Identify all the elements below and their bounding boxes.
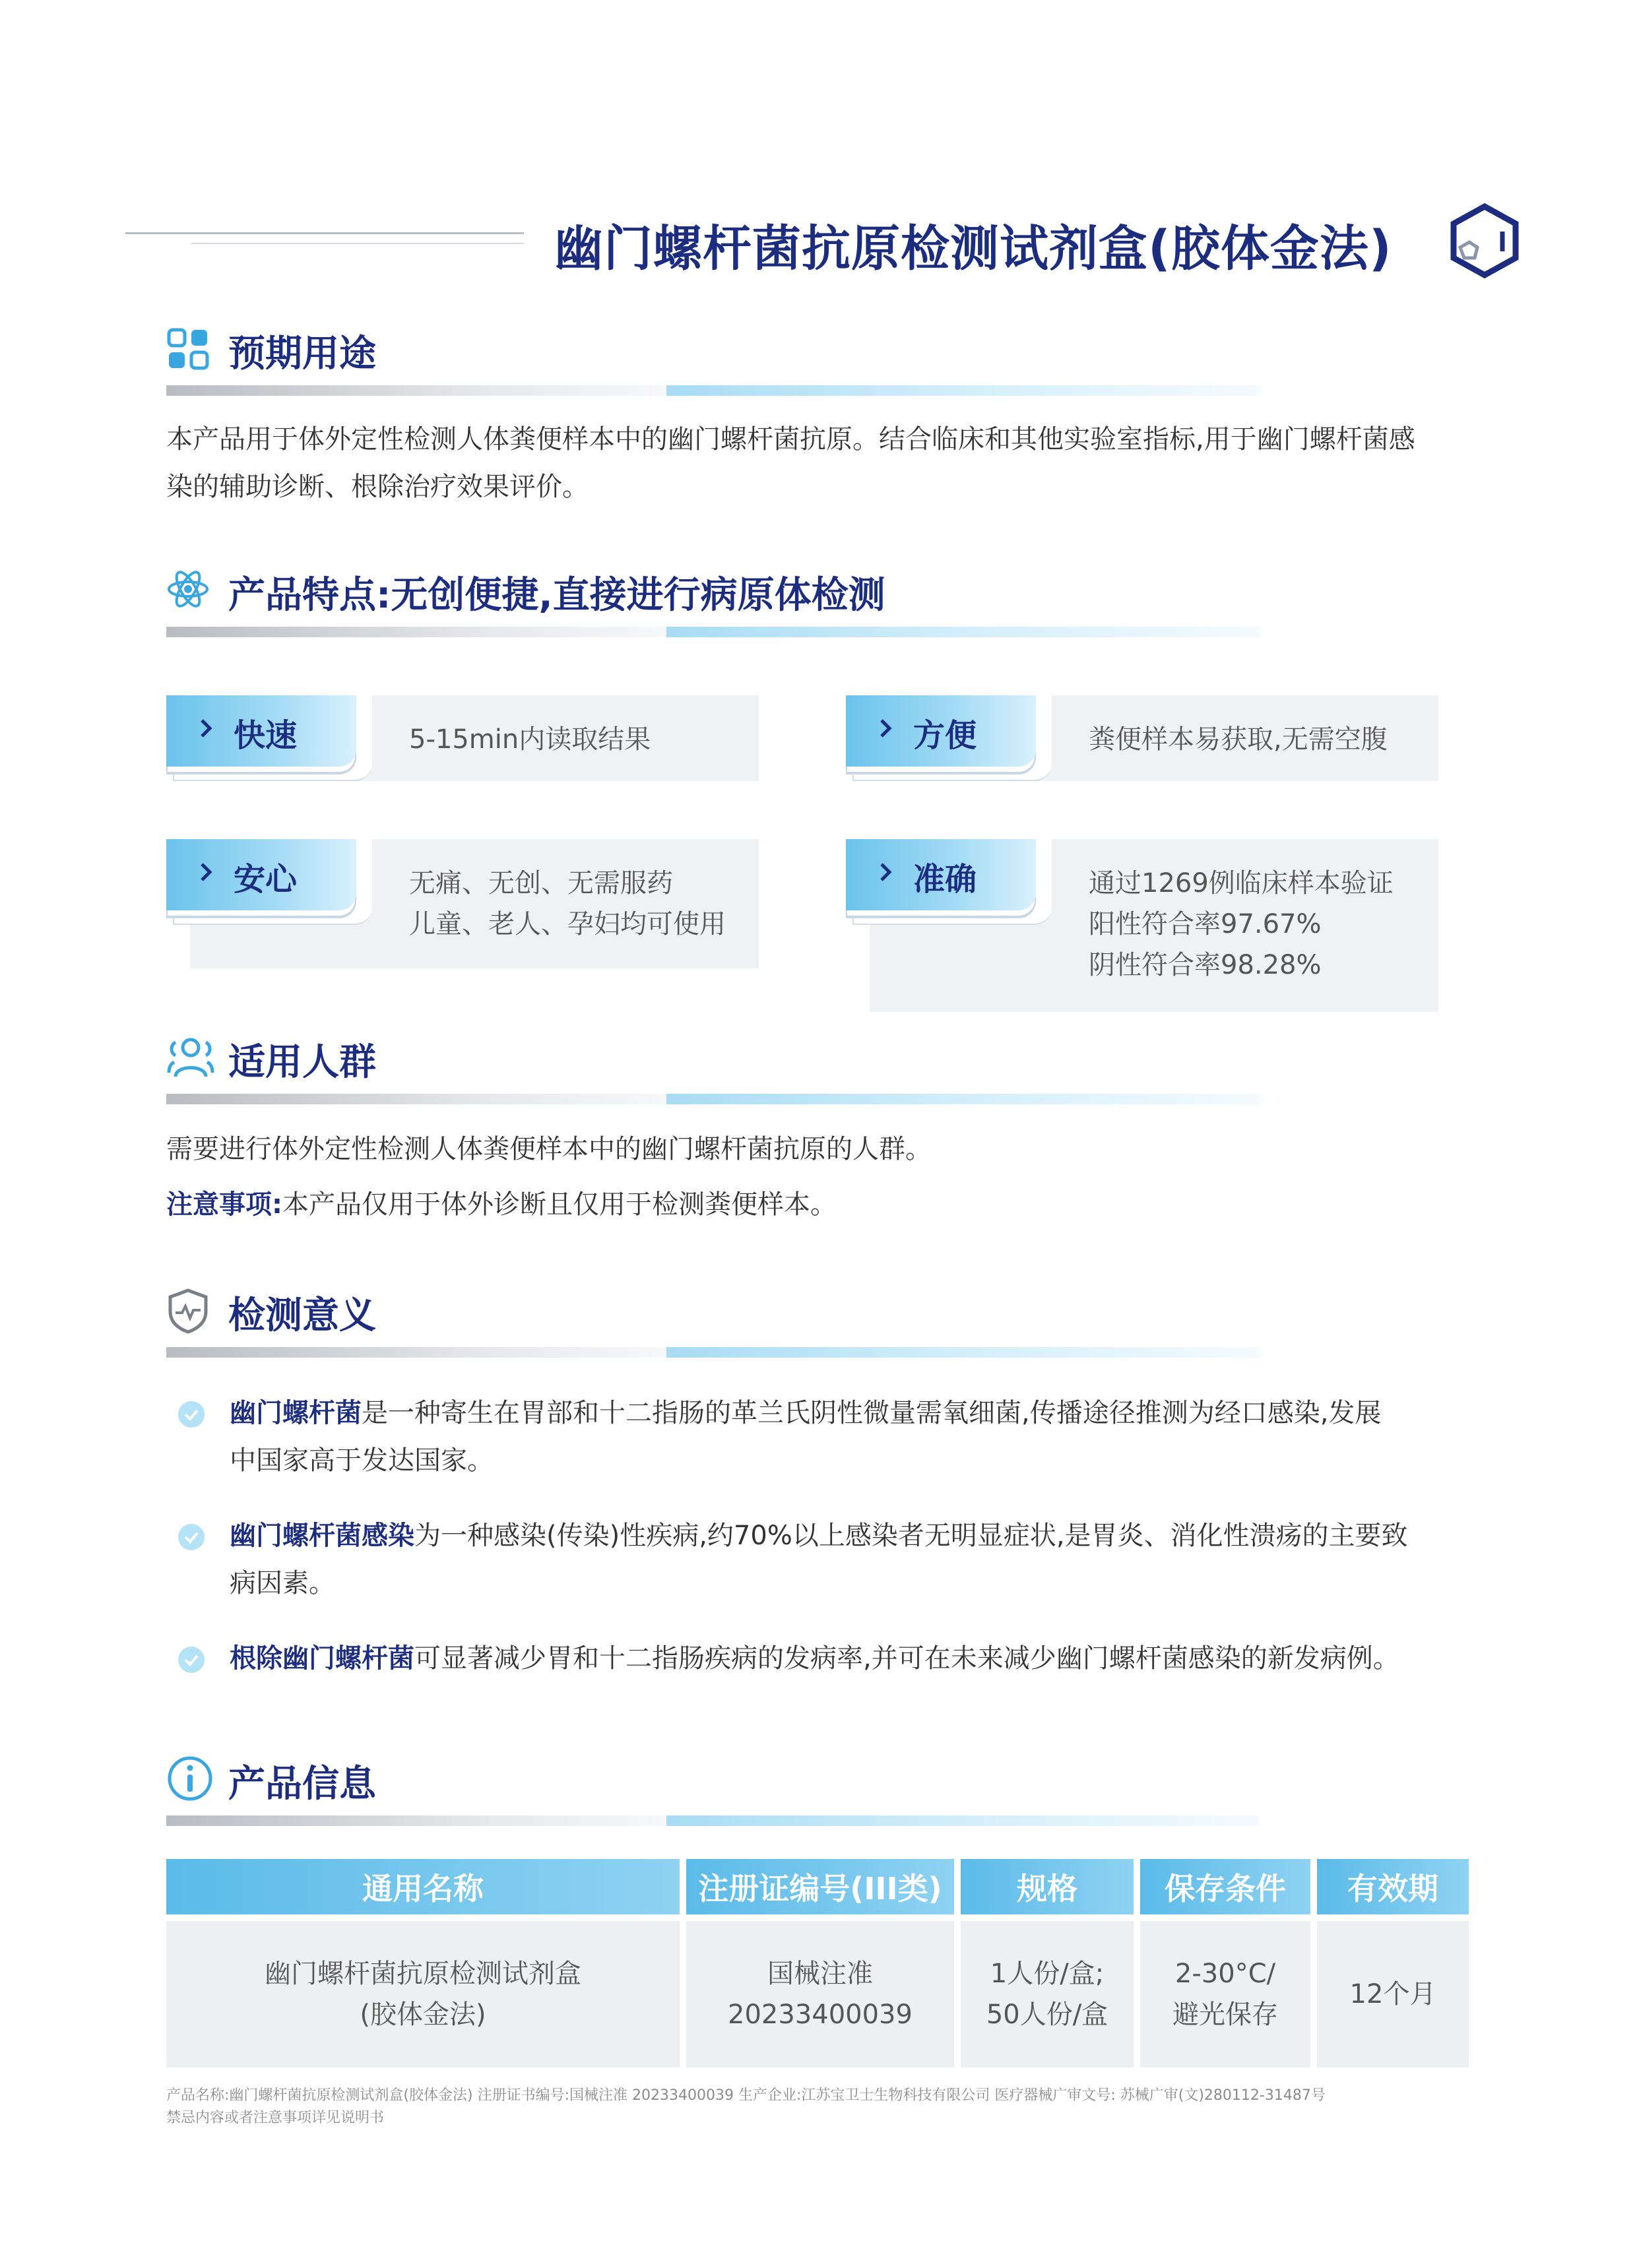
intended-use-line: 本产品用于体外定性检测人体粪便样本中的幽门螺杆菌抗原。结合临床和其他实验室指标,用于幽门螺杆菌感 [166,424,1415,455]
section-divider-accent [666,1094,1260,1104]
chevron-right-icon [198,852,215,895]
feature-card-line: 阴性符合率98.28% [1089,950,1322,980]
feature-tag-label: 安心 [234,861,298,898]
section-heading-intended-use: 预期用途 [228,332,376,375]
significance-text: 可显著减少胃和十二指肠疾病的发病率,并可在未来减少幽门螺杆菌感染的新发病例。 [414,1643,1399,1674]
table-cell [1317,1921,1469,2067]
feature-tag-label: 快速 [234,717,298,754]
chevron-right-icon [198,709,215,751]
significance-bold: 根除幽门螺杆菌 [230,1643,414,1674]
table-header-cell: 规格 [961,1859,1134,1914]
significance-item [230,1635,1470,1682]
table-header-cell: 保存条件 [1140,1859,1310,1914]
table-cell-line: 避光保存 [1172,2000,1278,2030]
table-cell-line: 2-30°C/ [1174,1959,1276,1989]
feature-tag-label: 准确 [913,861,977,898]
table-header-cell: 注册证编号(III类) [686,1859,954,1914]
section-divider-accent [666,627,1260,637]
section-heading-features: 产品特点:无创便捷,直接进行病原体检测 [228,574,885,617]
feature-card-line: 通过1269例临床样本验证 [1089,868,1394,898]
title-decor-line [191,243,524,244]
feature-card-text: 5-15min内读取结果 [409,724,651,755]
section-divider [166,1094,668,1104]
significance-text: 是一种寄生在胃部和十二指肠的革兰氏阴性微量需氧细菌,传播途径推测为经口感染,发展 [362,1398,1382,1428]
table-cell-line: 20233400039 [728,2000,913,2030]
page-title: 幽门螺杆菌抗原检测试剂盒(胶体金法) [554,220,1392,277]
check-circle-icon [178,1524,205,1550]
population-text: 需要进行体外定性检测人体粪便样本中的幽门螺杆菌抗原的人群。 [166,1134,932,1164]
feature-card-text: 粪便样本易获取,无需空腹 [1089,724,1388,755]
table-cell [961,1921,1134,2067]
section-heading-population: 适用人群 [228,1041,376,1084]
section-divider [166,1347,668,1358]
chevron-right-icon [878,852,895,895]
section-divider-accent [666,1347,1260,1358]
section-divider [166,1815,668,1826]
grid-apps-icon [166,327,210,371]
significance-line: 中国家高于发达国家。 [230,1445,494,1476]
title-decor-line [125,232,524,234]
section-divider-accent [666,385,1260,396]
significance-text: 为一种感染(传染)性疾病,约70%以上感染者无明显症状,是胃炎、消化性溃疡的主要致 [414,1521,1408,1551]
info-circle-icon [166,1755,210,1798]
people-icon [166,1036,210,1079]
significance-line [230,1389,1470,1437]
section-divider-accent [666,1815,1260,1826]
feature-card-line: 儿童、老人、孕妇均可使用 [409,909,726,939]
note-label: 注意事项: [166,1189,282,1220]
section-divider [166,385,668,396]
shield-heartbeat-icon [166,1288,210,1331]
significance-line [230,1512,1470,1559]
intended-use-text [166,416,1486,511]
feature-card-line: 无痛、无创、无需服药 [409,868,673,898]
note-text: 本产品仅用于体外诊断且仅用于检测粪便样本。 [282,1189,837,1220]
footer-regulatory-line: 产品名称:幽门螺杆菌抗原检测试剂盒(胶体金法) 注册证书编号:国械注准 20233400039 生产企业:江苏宝卫士生物科技有限公司 医疗器械广审文号: 苏械广审(文)280112-31487号 [166,2087,1326,2104]
section-heading-product-info: 产品信息 [228,1763,376,1806]
feature-tag-label: 方便 [913,717,977,754]
table-cell-line: 1人份/盒; [990,1959,1105,1989]
significance-line: 病因素。 [230,1568,335,1598]
check-circle-icon [178,1401,205,1428]
table-header-cell: 有效期 [1317,1859,1469,1914]
hexagon-logo-icon [1442,201,1527,280]
section-heading-significance: 检测意义 [228,1294,376,1337]
intended-use-line: 染的辅助诊断、根除治疗效果评价。 [166,472,589,502]
table-cell-line: 12个月 [1349,1979,1436,2009]
significance-bold: 幽门螺杆菌感染 [230,1521,414,1551]
table-cell-line: 幽门螺杆菌抗原检测试剂盒 [265,1959,581,1989]
significance-item [230,1512,1470,1607]
table-cell [686,1921,954,2067]
feature-card-text [409,863,726,945]
table-cell [166,1921,680,2067]
significance-item [230,1389,1470,1484]
table-cell-line: (胶体金法) [360,2000,486,2030]
check-circle-icon [178,1647,205,1673]
feature-card-line: 阳性符合率97.67% [1089,909,1322,939]
section-divider [166,627,668,637]
significance-line [230,1635,1470,1682]
significance-bold: 幽门螺杆菌 [230,1398,362,1428]
feature-card-text [1089,863,1394,986]
footer-caution-line: 禁忌内容或者注意事项详见说明书 [166,2110,385,2126]
chevron-right-icon [878,709,895,751]
table-cell-line: 国械注准 [767,1959,873,1989]
atom-icon [166,567,210,611]
table-cell-line: 50人份/盒 [986,2000,1108,2030]
table-cell [1140,1921,1310,2067]
population-note [166,1181,1486,1228]
table-header-cell: 通用名称 [166,1859,680,1914]
